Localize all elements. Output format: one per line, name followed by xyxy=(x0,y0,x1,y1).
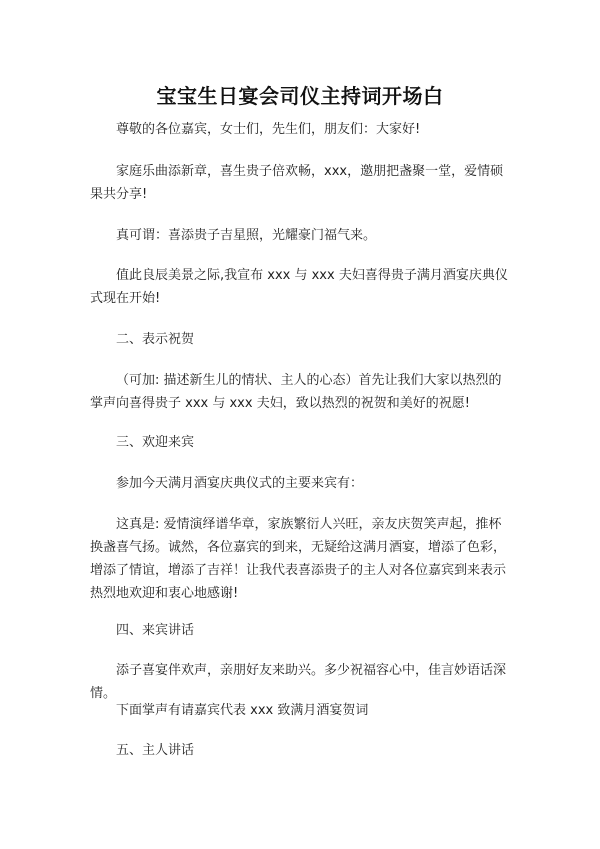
document-title: 宝宝生日宴会司仪主持词开场白 xyxy=(156,84,444,108)
section-heading-guest-speech: 四、来宾讲话 xyxy=(116,623,195,638)
announcement-paragraph: 值此良辰美景之际,我宣布 xxx 与 xxx 夫妇喜得贵子满月酒宴庆典仪式现在开始! xyxy=(90,268,508,306)
guest-invitation-paragraph: 下面掌声有请嘉宾代表 xxx 致满月酒宴贺词 xyxy=(116,703,369,718)
opening-verse-paragraph: 家庭乐曲添新章，喜生贵子倍欢畅，xxx，邀朋把盏聚一堂，爱情硕果共分享! xyxy=(90,164,504,202)
guests-intro-paragraph: 参加今天满月酒宴庆典仪式的主要来宾有： xyxy=(116,476,364,491)
blessing-paragraph: 真可谓：喜添贵子吉星照，光耀豪门福气来。 xyxy=(116,228,377,243)
welcome-paragraph: 这真是: 爱情演绎谱华章，家族繁衍人兴旺，亲友庆贺笑声起，推杯换盏喜气扬。诚然，各位嘉宾的到来，无疑给这满月酒宴，增添了色彩，增添了情谊，增添了吉祥！让我代表喜添贵子的主人对各位嘉宾到来表示热烈地欢迎和衷心地感谢! xyxy=(90,517,507,601)
congratulations-paragraph: （可加: 描述新生儿的情状、主人的心态）首先让我们大家以热烈的掌声向喜得贵子 xxx 与 xxx 夫妇，致以热烈的祝贺和美好的祝愿! xyxy=(90,373,502,411)
section-heading-host-speech: 五、主人讲话 xyxy=(116,743,195,758)
guest-speech-verse-paragraph: 添子喜宴伴欢声，亲朋好友来助兴。多少祝福容心中，佳言妙语话深情。 xyxy=(90,663,507,701)
greeting-paragraph: 尊敬的各位嘉宾，女士们，先生们，朋友们：大家好! xyxy=(116,122,421,137)
section-heading-welcome: 三、欢迎来宾 xyxy=(116,435,195,450)
section-heading-congratulations: 二、表示祝贺 xyxy=(116,332,195,347)
